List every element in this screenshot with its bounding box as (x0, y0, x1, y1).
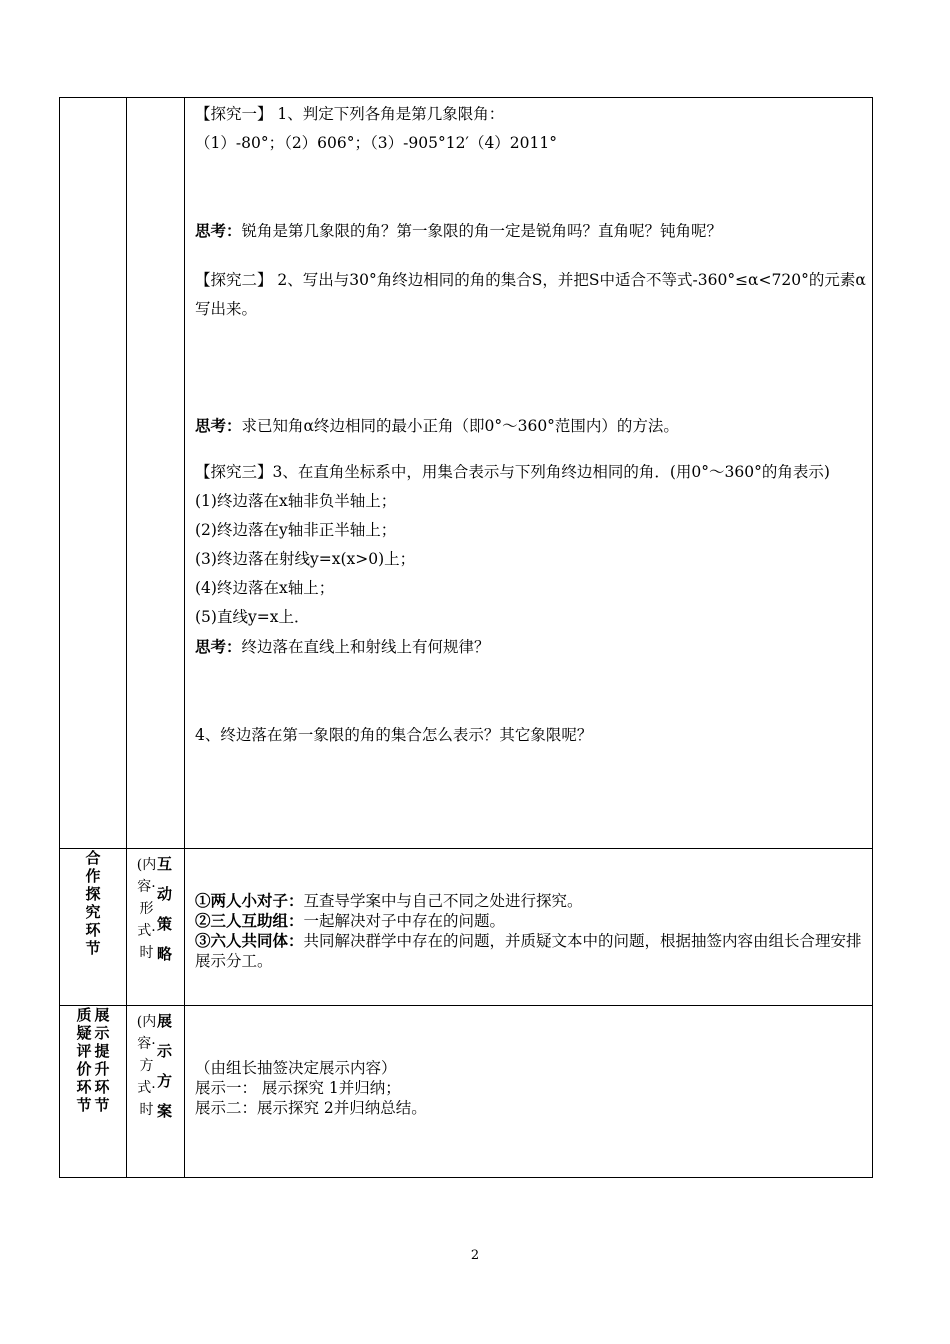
show-sub-right: 展示方案 (156, 1012, 172, 1120)
coop-item: ②三人互助组：一起解决对子中存在的问题。 (195, 911, 506, 930)
explore-section-cell (60, 98, 127, 849)
q3-item: (3)终边落在射线y=x(x>0)上； (195, 550, 416, 568)
coop-sub-right: 互动策略 (156, 855, 172, 963)
show-sub-cell (127, 1006, 185, 1178)
q3-item: (5)直线y=x上． (195, 608, 310, 626)
page-number: 2 (470, 1248, 480, 1263)
think3-text: 终边落在直线上和射线上有何规律？ (241, 638, 490, 656)
think2-label: 思考： (195, 416, 242, 435)
q3-item: (1)终边落在x轴非负半轴上； (195, 492, 397, 510)
coop-content-cell (185, 849, 873, 1006)
show-line: （由组长抽签决定展示内容） (195, 1059, 397, 1077)
think3 (195, 632, 866, 662)
think1-text: 锐角是第几象限的角？第一象限的角一定是锐角吗？直角呢？钝角呢？ (241, 222, 723, 240)
q3-item: (2)终边落在y轴非正半轴上； (195, 521, 397, 539)
explore-sub-cell (127, 98, 185, 849)
lesson-table (59, 97, 873, 1178)
q3-title: 【探究三】3、在直角坐标系中，用集合表示与下列角终边相同的角．(用0°～360°的角表示) (195, 463, 830, 481)
think2-text: 求已知角α终边相同的最小正角（即0°～360°范围内）的方法。 (241, 417, 679, 435)
explore-row (60, 98, 873, 849)
show-section-label-b: 质疑评价环节 (76, 1006, 92, 1114)
coop-row (60, 849, 873, 1006)
show-sub-left: (内容·方式·时 (136, 1014, 157, 1118)
q3-item: (4)终边落在x轴上； (195, 579, 335, 597)
show-line: 展示一： 展示探究 1并归纳； (195, 1079, 401, 1097)
think1-label: 思考： (195, 221, 242, 240)
coop-item: ③六人共同体：共同解决群学中存在的问题，并质疑文本中的问题，根据抽签内容由组长合理安排展示分工。 (195, 931, 862, 970)
explore-content-cell (185, 98, 873, 849)
coop-section-label: 合作探究环节 (85, 849, 101, 957)
think1 (195, 216, 866, 246)
think3-label: 思考： (195, 637, 242, 656)
coop-sub-cell (127, 849, 185, 1006)
coop-item: ①两人小对子：互查导学案中与自己不同之处进行探究。 (195, 891, 583, 910)
q1-items: （1）-80°；（2）606°；（3）-905°12′（4）2011° (195, 134, 558, 152)
show-section-label-a: 展示提升环节 (94, 1006, 110, 1114)
show-line: 展示二：展示探究 2并归纳总结。 (195, 1099, 427, 1117)
q2-text: 【探究二】 2、写出与30°角终边相同的角的集合S，并把S中适合不等式-360°≤α<720°的元素α写出来。 (195, 271, 866, 318)
q4-text: 4、终边落在第一象限的角的集合怎么表示？其它象限呢？ (195, 726, 593, 744)
show-row (60, 1006, 873, 1178)
think2 (195, 411, 866, 441)
coop-section-cell (60, 849, 127, 1006)
coop-sub-left: (内容·形式·时 (136, 857, 157, 961)
show-content-cell (185, 1006, 873, 1178)
show-section-cell (60, 1006, 127, 1178)
q1-title: 【探究一】 1、判定下列各角是第几象限角： (195, 105, 505, 123)
